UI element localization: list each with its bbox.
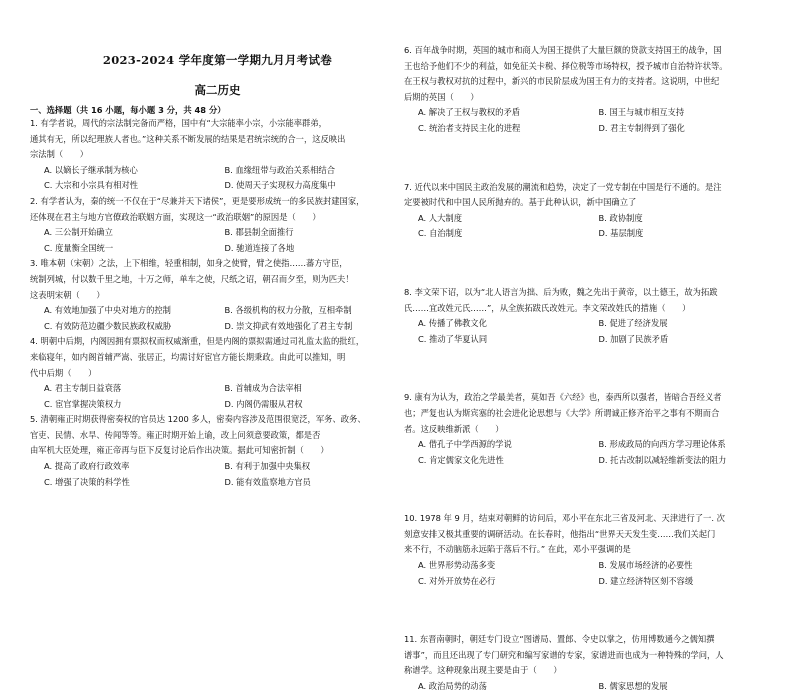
- question-text-line: 谱事”，而且还出现了专门研究和编写家谱的专家，家谱进而也成为一种特殊的学问，人: [404, 649, 724, 660]
- question-text-line: 7. 近代以来中国民主政治发展的潮流和趋势，决定了一党专制在中国是行不通的。是注: [404, 181, 722, 192]
- answer-option: B. 形成政局的向西方学习理论体系: [598, 439, 726, 450]
- question-text-line: 5. 清朝雍正时期获得密奏权的官员达 1200 多人，密奏内容涉及范围很宽泛，军务、政务、: [30, 414, 366, 425]
- answer-options: [404, 679, 779, 695]
- answer-options: [30, 163, 405, 194]
- answer-option: C. 对外开放势在必行: [418, 575, 496, 586]
- left-question-list: [30, 116, 405, 490]
- answer-option: D. 加剧了民族矛盾: [598, 333, 669, 344]
- question-block: [30, 256, 405, 334]
- question-block: [404, 180, 779, 242]
- question-text-line: 后期的英国（ ）: [404, 91, 479, 102]
- question-text-line: 6. 百年战争时期，英国的城市和商人为国王提供了大量巨额的贷款支持国王的战争，国: [404, 45, 722, 55]
- answer-option: B. 首辅成为合法宰相: [224, 383, 302, 394]
- answer-option: D. 托古改制以减轻维新变法的阻力: [598, 454, 727, 465]
- answer-option: C. 宦官掌握决策权力: [44, 398, 122, 409]
- question-text-line: 者。这反映维新派（ ）: [404, 423, 504, 434]
- answer-option: B. 政协制度: [598, 212, 643, 223]
- question-text-line: 1. 有学者说，周代的宗法制完备而严格，国中有“大宗能率小宗，小宗能率群弟，: [30, 118, 327, 128]
- answer-option: C. 推动了华夏认同: [418, 333, 488, 344]
- right-question-list: [404, 43, 779, 695]
- answer-option: C. 统治者支持民主化的进程: [418, 122, 521, 133]
- answer-option: B. 各级机构的权力分散，互相牵制: [224, 305, 352, 316]
- answer-options: [404, 316, 779, 347]
- left-column: [30, 0, 405, 490]
- answer-option: B. 血缘纽带与政治关系相结合: [224, 164, 336, 175]
- question-text-line: 4. 明朝中后期，内阁因拥有票拟权而权威渐重，但是内阁的票拟需通过司礼监太监的批红，: [30, 336, 365, 347]
- question-text-line: 还体现在君主与地方官僚政治联姻方面，实现这一“政治联姻”的原因是（ ）: [30, 211, 321, 222]
- question-text-line: 来不行，不动脑筋永远陷于落后不行。” 在此，邓小平强调的是: [404, 544, 631, 555]
- question-text-line: 这表明宋朝（ ）: [30, 289, 105, 300]
- answer-option: C. 有效防范边疆少数民族政权威胁: [44, 320, 172, 331]
- answer-option: A. 君主专制日益衰落: [44, 383, 122, 394]
- answer-options: [404, 437, 779, 468]
- answer-option: C. 大宗和小宗具有相对性: [44, 180, 139, 191]
- answer-option: A. 人大制度: [418, 212, 462, 223]
- question-block: [404, 390, 779, 468]
- question-text-line: 来临寝年，如内阁首辅严嵩、张居正，均需讨好宦官方能长期秉政。由此可以推知，明: [30, 351, 346, 362]
- question-text-line: 宗法制（ ）: [30, 149, 89, 160]
- answer-option: C. 肯定儒家文化先进性: [418, 454, 504, 465]
- question-block: [30, 334, 405, 412]
- answer-option: A. 借孔子中学西源的学说: [418, 439, 512, 450]
- answer-option: A. 传播了佛教文化: [418, 318, 487, 329]
- answer-option: A. 解决了王权与教权的矛盾: [418, 107, 521, 118]
- question-block: [404, 43, 779, 137]
- answer-options: [404, 211, 779, 242]
- question-text-line: 11. 东晋南朝时，朝廷专门设立“图谱局、置郎、令史以掌之，仿用博数通今之儒知撰: [404, 634, 715, 645]
- section-heading: 一、选择题（共 16 小题，每小题 3 分，共 48 分）: [30, 105, 226, 115]
- answer-option: D. 建立经济特区刻不容缓: [598, 575, 694, 586]
- question-text-line: 代中后期（ ）: [30, 367, 97, 378]
- answer-option: B. 发展市场经济的必要性: [598, 560, 693, 571]
- question-text-line: 王也给予他们不少的利益，如免征关卡税、择位税等市场特权，授予城市自治特许状等。: [404, 60, 728, 71]
- question-text-line: 9. 康有为认为，政治之学最美者，莫如吾《六经》也，泰西所以强者，皆暗合吾经义者: [404, 392, 722, 403]
- question-text-line: 统制列城，付以数千里之地，十万之师，单车之使，尺纸之诏，朝召而夕至，则为匹夫！: [30, 273, 354, 284]
- question-text-line: 官吏、民情、水旱、传闻等等。雍正时期开始上谕，改上问须意要政策，都是否: [30, 429, 321, 440]
- answer-option: C. 自治制度: [418, 228, 463, 239]
- question-text-line: 也；严复也认为斯宾塞的社会进化论思想与《大学》所谓诚正修齐治平之事有不期而合: [404, 407, 720, 418]
- answer-options: [404, 558, 779, 589]
- answer-option: D. 能有效监察地方官员: [224, 476, 311, 487]
- answer-option: D. 崇文抑武有效地强化了君主专制: [224, 320, 353, 331]
- answer-option: D. 使周天子实现权力高度集中: [224, 180, 336, 191]
- answer-option: A. 有效地加强了中央对地方的控制: [44, 305, 171, 316]
- question-block: [404, 511, 779, 589]
- answer-option: D. 君主专制得到了强化: [598, 122, 685, 133]
- question-block: [30, 412, 405, 490]
- answer-options: [30, 459, 405, 490]
- question-text-line: 通其有无，所以纪理族人者也。”这种关系不断发展的结果是君统宗统的合一，这反映出: [30, 133, 346, 144]
- answer-option: A. 三公制开始确立: [44, 227, 113, 238]
- question-text-line: 3. 唯本朝（宋朝）之法，上下相维，轻重相制，如身之使臂，臂之使指……蕃方守臣，: [30, 258, 348, 269]
- answer-option: C. 增强了决策的科学性: [44, 476, 130, 487]
- exam-title: 2023-2024 学年度第一学期九月月考试卷: [102, 53, 333, 67]
- question-text-line: 定要被时代和中国人民所抛弃的。基于此种认识，新中国确立了: [404, 197, 637, 208]
- answer-options: [30, 225, 405, 256]
- answer-option: B. 有利于加强中央集权: [224, 461, 311, 472]
- answer-options: [30, 303, 405, 334]
- question-text-line: 由军机大臣处理，雍正帝再与臣下反复讨论后作出决策。据此可知密折制（ ）: [30, 445, 329, 456]
- question-text-line: 氏……宜改姓元氏……”，从全族拓跋氏改姓元。李文荣改姓氏的措施（ ）: [404, 302, 691, 313]
- answer-option: B. 国王与城市相互支持: [598, 107, 685, 118]
- question-text-line: 刻意安排又极其重要的调研活动。在长春时，他指出“世界天天发生变……我们关起门: [404, 528, 716, 539]
- answer-option: D. 驰道连接了各地: [224, 242, 295, 253]
- answer-option: B. 郡县制全面推行: [224, 227, 294, 238]
- question-text-line: 在王权与教权对抗的过程中，新兴的市民阶层成为国王有力的支持者。这说明，中世纪: [404, 76, 720, 87]
- answer-options: [30, 381, 405, 412]
- answer-option: B. 促进了经济发展: [598, 318, 668, 329]
- question-text-line: 称谱学。这种现象出现主要是由于（ ）: [404, 665, 562, 676]
- question-text-line: 10. 1978 年 9 月，结束对朝鲜的访问后，邓小平在东北三省及河北、天津进行了一. 次: [404, 513, 725, 524]
- answer-option: A. 世界形势动荡多变: [418, 560, 496, 571]
- answer-option: C. 度量衡全国统一: [44, 242, 114, 253]
- answer-options: [404, 105, 779, 136]
- exam-subtitle: 高二历史: [194, 83, 241, 97]
- answer-option: D. 基层制度: [598, 228, 644, 239]
- answer-option: A. 以嫡长子继承制为核心: [44, 164, 138, 175]
- answer-option: D. 内阁仍需服从君权: [224, 398, 303, 409]
- question-text-line: 2. 有学者认为，秦的统一不仅在于“尽兼并天下诸侯”，更是要形成统一的多民族封建国家，: [30, 195, 365, 206]
- answer-option: A. 提高了政府行政效率: [44, 461, 130, 472]
- question-block: [404, 632, 779, 694]
- question-text-line: 8. 李文荣下诏，以为“北人语言为拙、后为败，魏之先出于黄帝，以土德王，故为拓跋: [404, 286, 718, 297]
- answer-option: A. 政治局势的动荡: [418, 681, 487, 692]
- question-block: [30, 116, 405, 194]
- answer-option: B. 儒家思想的发展: [598, 681, 668, 692]
- question-block: [30, 194, 405, 256]
- right-column: [404, 0, 779, 695]
- question-block: [404, 285, 779, 347]
